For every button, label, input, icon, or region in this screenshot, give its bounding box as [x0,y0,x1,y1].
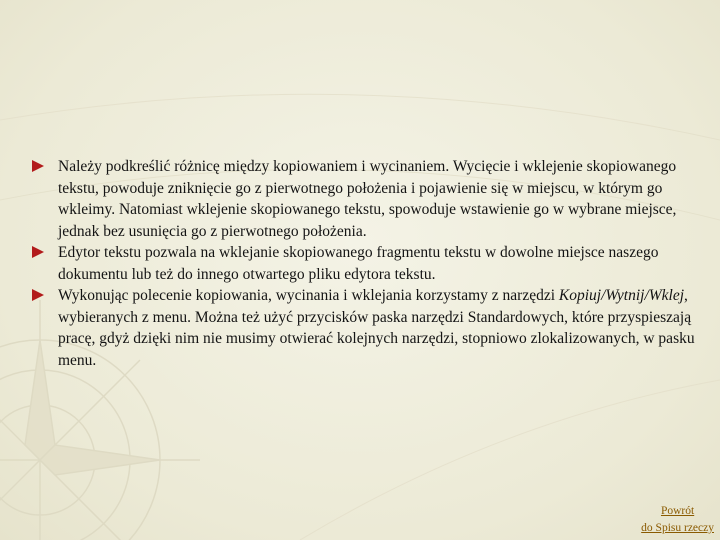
bullet-item [30,242,702,285]
back-link-line2[interactable]: do Spisu rzeczy [641,522,714,534]
back-to-contents-link[interactable] [641,503,714,537]
bullet-list [30,156,702,371]
bullet-text-italic: Kopiuj/Wytnij/Wklej [558,287,685,304]
bullet-text: Wykonując polecenie kopiowania, wycinania i wklejania korzystamy z narzędzi [58,287,559,304]
bullet-item [30,156,702,242]
content-area [30,156,702,371]
triangle-arrow-icon [32,246,44,258]
triangle-arrow-icon [32,289,44,301]
bullet-text: Należy podkreślić różnicę między kopiowaniem i wycinaniem. Wycięcie i wklejenie skopiowanego tekstu, powoduje zniknięcie go z pierwotnego położenia i pojawienie się w miejscu, w którym go wkleimy. Natomiast wklejenie skopiowanego tekstu, spowoduje wstawienie go w wybrane miejsce, jednak bez usunięcia go z pierwotnego położenia. [58,158,677,240]
triangle-arrow-icon [32,160,44,172]
bullet-text: , wybieranych z menu. Można też użyć przycisków paska narzędzi Standardowych, które przyspieszają pracę, gdyż dzięki nim nie musimy otwierać kolejnych narzędzi, stopniowo zlokalizowanych, w pasku menu. [58,287,695,369]
bullet-text: Edytor tekstu pozwala na wklejanie skopiowanego fragmentu tekstu w dowolne miejsce naszego dokumentu lub też do innego otwartego pliku edytora tekstu. [58,244,659,283]
bullet-item [30,285,702,371]
back-link-line1[interactable]: Powrót [660,505,695,517]
